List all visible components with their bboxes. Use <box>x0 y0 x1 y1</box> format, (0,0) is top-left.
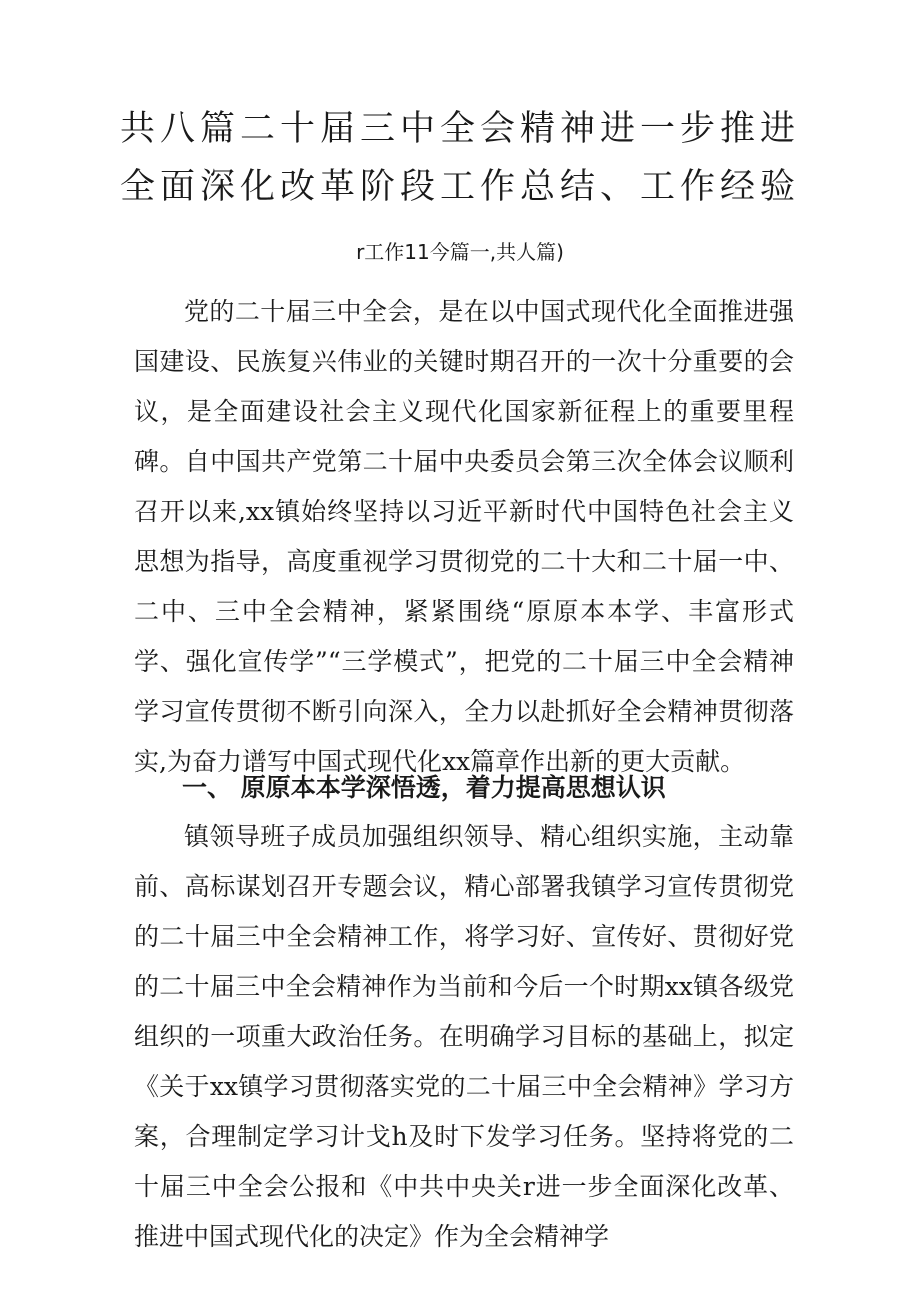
document-title: 共八篇二十届三中全会精神进一步推进全面深化改革阶段工作总结、工作经验 <box>119 109 800 207</box>
section-heading-text: 一、 原原本本学深悟透，着力提高思想认识 <box>182 773 666 802</box>
section-paragraph: 镇领导班子成员加强组织领导、精心组织实施，主动靠前、高标谋划召开专题会议，精心部署我镇学习宣传贯彻党的二十届三中全会精神工作，将学习好、宣传好、贯彻好党的二十届三中全会精神作为当前和今后一个时期xx镇各级党组织的一项重大政治任务。在明确学习目标的基础上，拟定《关于xx镇学习贯彻落实党的二十届三中全会精神》学习方案，合理制定学习计戈h及时下发学习任务。坚持将党的二十届三中全会公报和《中共中央关r进一步全面深化改革、推进中国式现代化的决定》作为全会精神学 <box>134 822 794 1251</box>
section-heading <box>134 763 794 813</box>
document-subtitle: r工作11今篇一,共人篇) <box>356 240 564 264</box>
intro-paragraph: 党的二十届三中全会，是在以中国式现代化全面推进强国建设、民族复兴伟业的关键时期召开的一次十分重要的会议，是全面建设社会主义现代化国家新征程上的重要里程碑。自中国共产党第二十届中央委员会第三次全体会议顺利召开以来,xx镇始终坚持以习近平新时代中国特色社会主义思想为指导，高度重视学习贯彻党的二十大和二十届一中、二中、三中全会精神，紧紧围绕“原原本本学、丰富形式学、强化宣传学”“三学模式”，把党的二十届三中全会精神学习宣传贯彻不断引向深入，全力以赴抓好全会精神贯彻落实,为奋力谱写中国式现代化xx篇章作出新的更大贡献。 <box>134 297 794 776</box>
